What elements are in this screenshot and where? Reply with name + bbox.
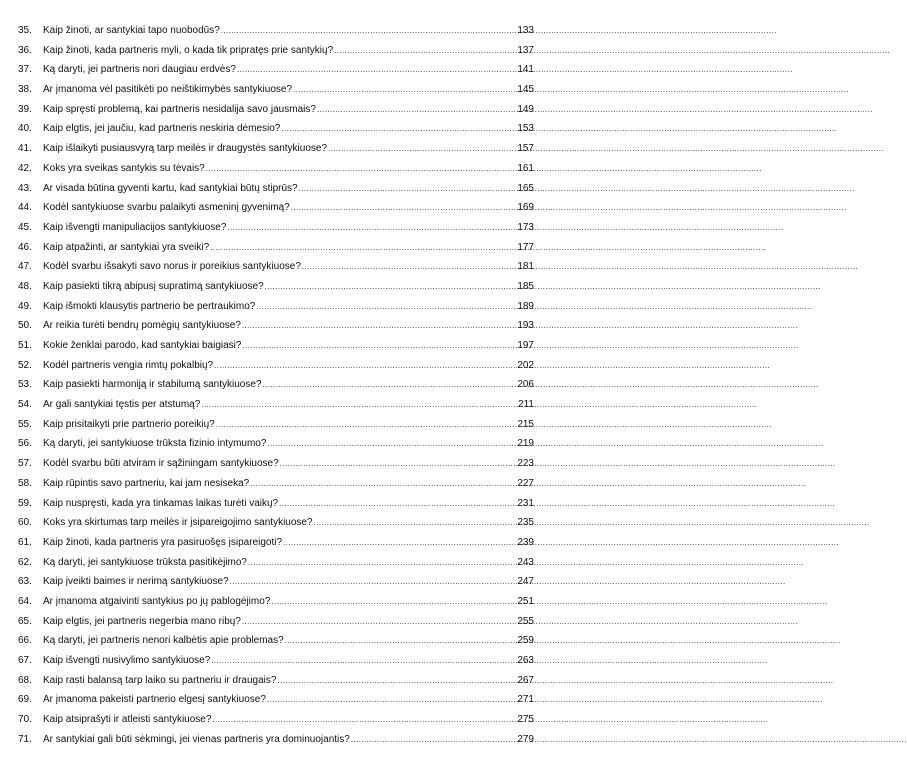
toc-entry-title: Ar gali santykiai tęstis per atstumą? — [43, 399, 201, 411]
toc-entry-title: Kaip išmokti klausytis partnerio be pertraukimo? — [43, 300, 256, 312]
toc-entry-number: 46. — [18, 241, 32, 253]
dot-leader — [351, 734, 513, 746]
toc-entry-page-number: 219 — [517, 438, 534, 450]
toc-entry[interactable] — [18, 104, 534, 124]
toc-entry-title: Kaip išvengti manipuliacijos santykiuose? — [43, 221, 227, 233]
toc-entry[interactable] — [18, 123, 534, 143]
toc-entry-page-number: 247 — [517, 576, 534, 588]
toc-entry-number: 67. — [18, 655, 32, 666]
toc-entry-number: 38. — [18, 84, 32, 96]
toc-entry[interactable] — [18, 222, 534, 242]
toc-entry-page-number: 235 — [517, 517, 534, 529]
toc-entry-title: Ar visada būtina gyventi kartu, kad santykiai būtų stiprūs? — [43, 182, 298, 194]
toc-entry-title: Ką daryti, jei santykiuose trūksta pasitikėjimo? — [43, 556, 247, 568]
toc-entry[interactable] — [18, 458, 534, 478]
toc-entry-number: 49. — [18, 300, 32, 312]
toc-entry-number: 40. — [18, 123, 32, 135]
toc-entry-page-number: 133 — [517, 25, 534, 36]
toc-entry-number: 43. — [18, 182, 32, 194]
toc-entry-number: 52. — [18, 359, 32, 371]
toc-entry[interactable] — [18, 360, 534, 380]
dot-leader — [277, 675, 513, 687]
toc-entry-title: Kaip žinoti, ar santykiai tapo nuobodūs? — [43, 25, 220, 36]
toc-entry[interactable] — [18, 498, 534, 518]
toc-entry-page-number: 279 — [517, 733, 534, 745]
dot-leader — [221, 25, 513, 37]
toc-entry[interactable] — [18, 438, 534, 458]
toc-entry-page-number: 197 — [517, 340, 534, 351]
toc-entry-page-number: 145 — [517, 84, 534, 96]
toc-entry[interactable] — [18, 143, 534, 163]
toc-entry-number: 42. — [18, 162, 32, 174]
toc-entry[interactable] — [18, 655, 534, 675]
toc-entry-page-number: 169 — [517, 202, 534, 214]
dot-leader — [267, 694, 513, 706]
dot-leader — [299, 183, 513, 195]
dot-leader — [201, 399, 513, 411]
toc-entry-title: Ar įmanoma atgaivinti santykius po jų pablogėjimo? — [43, 595, 271, 607]
toc-entry-title: Ką daryti, jei partneris nenori kalbėtis apie problemas? — [43, 635, 284, 647]
toc-entry-page-number: 165 — [517, 182, 534, 194]
toc-entry-number: 36. — [18, 44, 32, 56]
toc-entry-number: 70. — [18, 714, 32, 726]
dot-leader — [211, 655, 513, 667]
toc-entry-title: Kaip elgtis, jei partneris negerbia mano ribų? — [43, 615, 241, 627]
toc-entry[interactable] — [18, 576, 534, 596]
dot-leader — [302, 261, 513, 273]
toc-entry-page-number: 267 — [517, 674, 534, 686]
toc-entry-number: 62. — [18, 556, 32, 568]
toc-entry[interactable] — [18, 419, 534, 439]
toc-entry-number: 48. — [18, 280, 32, 292]
toc-entry-number: 47. — [18, 261, 32, 273]
toc-entry-title: Ar įmanoma vėl pasitikėti po neištikimybės santykiuose? — [43, 84, 292, 96]
toc-entry-title: Kaip įveikti baimes ir nerimą santykiuose? — [43, 576, 229, 588]
toc-entry-title: Kodėl santykiuose svarbu palaikyti asmeninį gyvenimą? — [43, 202, 290, 214]
toc-entry-title: Kodėl svarbu būti atviram ir sąžiningam santykiuose? — [43, 458, 279, 470]
toc-entry-title: Kokie ženklai parodo, kad santykiai baigiasi? — [43, 340, 242, 351]
toc-entry[interactable] — [18, 379, 534, 399]
dot-leader — [256, 301, 513, 313]
toc-entry-page-number: 223 — [517, 458, 534, 470]
toc-entry-title: Kaip išlaikyti pusiausvyrą tarp meilės ir draugystės santykiuose? — [43, 143, 328, 155]
toc-entry-title: Ar reikia turėti bendrų pomėgių santykiuose? — [43, 320, 241, 332]
table-of-contents — [18, 25, 534, 753]
dot-leader — [334, 45, 513, 57]
toc-entry-title: Kaip rasti balansą tarp laiko su partneriu ir draugais? — [43, 674, 277, 686]
toc-entry-page-number: 189 — [517, 300, 534, 312]
toc-entry-title: Kaip nuspręsti, kada yra tinkamas laikas turėti vaikų? — [43, 497, 279, 509]
toc-entry-page-number: 215 — [517, 418, 534, 430]
toc-entry-number: 66. — [18, 635, 32, 647]
toc-entry[interactable] — [18, 714, 534, 734]
toc-entry-number: 56. — [18, 438, 32, 450]
dot-leader — [210, 242, 513, 254]
toc-entry-page-number: 161 — [517, 162, 534, 174]
dot-leader — [267, 438, 513, 450]
toc-entry-page-number: 243 — [517, 556, 534, 568]
dot-leader — [285, 635, 513, 647]
toc-entry-page-number: 227 — [517, 477, 534, 489]
toc-entry-number: 57. — [18, 458, 32, 470]
toc-entry[interactable] — [18, 261, 534, 281]
toc-entry-title: Kaip žinoti, kada partneris yra pasiruošęs įsipareigoti? — [43, 536, 283, 548]
toc-entry-title: Kaip atsiprašyti ir atleisti santykiuose? — [43, 714, 212, 726]
toc-entry-page-number: 185 — [517, 280, 534, 292]
toc-entry[interactable] — [18, 281, 534, 301]
toc-entry-title: Kaip pasiekti tikrą abipusį supratimą santykiuose? — [43, 280, 264, 292]
toc-entry-page-number: 231 — [517, 497, 534, 509]
toc-entry[interactable] — [18, 675, 534, 695]
dot-leader — [279, 498, 513, 510]
toc-entry-title: Koks yra sveikas santykis su tėvais? — [43, 162, 205, 174]
toc-entry-number: 64. — [18, 595, 32, 607]
toc-entry-number: 71. — [18, 733, 32, 745]
dot-leader — [242, 320, 513, 332]
toc-entry[interactable] — [18, 25, 534, 45]
toc-entry-page-number: 177 — [517, 241, 534, 253]
toc-entry-number: 65. — [18, 615, 32, 627]
dot-leader — [214, 360, 513, 372]
toc-entry-number: 41. — [18, 143, 32, 155]
toc-entry[interactable] — [18, 183, 534, 203]
toc-entry-title: Kodėl svarbu išsakyti savo norus ir poreikius santykiuose? — [43, 261, 301, 273]
dot-leader — [212, 714, 513, 726]
toc-entry-title: Kaip žinoti, kada partneris myli, o kada tik pripratęs prie santykių? — [43, 44, 334, 56]
dot-leader — [230, 576, 513, 588]
toc-entry-page-number: 141 — [517, 64, 534, 76]
dot-leader — [250, 478, 513, 490]
toc-entry-page-number: 263 — [517, 655, 534, 666]
toc-entry-title: Ką daryti, jei santykiuose trūksta fizinio intymumo? — [43, 438, 267, 450]
toc-entry-title: Ką daryti, jei partneris nori daugiau erdvės? — [43, 64, 236, 76]
toc-entry-number: 68. — [18, 674, 32, 686]
dot-leader — [206, 163, 513, 175]
toc-entry-page-number: 271 — [517, 694, 534, 706]
toc-entry-title: Kaip išvengti nusivylimo santykiuose? — [43, 655, 211, 666]
toc-entry-page-number: 149 — [517, 103, 534, 115]
dot-leader — [265, 281, 513, 293]
toc-entry-number: 54. — [18, 399, 32, 411]
toc-entry-page-number: 173 — [517, 221, 534, 233]
toc-entry-page-number: 181 — [517, 261, 534, 273]
toc-entry-page-number: 157 — [517, 143, 534, 155]
toc-entry-page-number: 239 — [517, 536, 534, 548]
toc-entry[interactable] — [18, 45, 534, 65]
toc-entry-title: Kaip rūpintis savo partneriu, kai jam nesiseka? — [43, 477, 250, 489]
dot-leader — [262, 379, 513, 391]
toc-entry-page-number: 255 — [517, 615, 534, 627]
toc-entry[interactable] — [18, 242, 534, 262]
dot-leader — [271, 596, 513, 608]
toc-entry[interactable] — [18, 320, 534, 340]
toc-entry[interactable] — [18, 301, 534, 321]
toc-entry[interactable] — [18, 616, 534, 636]
toc-entry[interactable] — [18, 64, 534, 84]
dot-leader — [283, 537, 513, 549]
toc-entry-number: 35. — [18, 25, 32, 36]
toc-entry[interactable] — [18, 163, 534, 183]
toc-entry[interactable] — [18, 557, 534, 577]
dot-leader — [317, 104, 513, 116]
toc-entry-page-number: 259 — [517, 635, 534, 647]
toc-entry-title: Kodėl partneris vengia rimtų pokalbių? — [43, 359, 214, 371]
toc-entry-title: Kaip elgtis, jei jaučiu, kad partneris neskiria dėmesio? — [43, 123, 281, 135]
toc-entry-number: 63. — [18, 576, 32, 588]
dot-leader — [227, 222, 513, 234]
toc-entry-title: Ar santykiai gali būti sėkmingi, jei vienas partneris yra dominuojantis? — [43, 733, 350, 745]
dot-leader — [291, 202, 513, 214]
toc-entry[interactable] — [18, 84, 534, 104]
toc-entry[interactable] — [18, 517, 534, 537]
toc-entry-title: Kaip pasiekti harmoniją ir stabilumą santykiuose? — [43, 379, 262, 391]
toc-entry[interactable] — [18, 340, 534, 360]
toc-entry-page-number: 275 — [517, 714, 534, 726]
toc-entry[interactable] — [18, 399, 534, 419]
toc-entry-number: 55. — [18, 418, 32, 430]
toc-entry-title: Ar įmanoma pakeisti partnerio elgesį santykiuose? — [43, 694, 266, 706]
toc-entry-number: 61. — [18, 536, 32, 548]
dot-leader — [314, 517, 513, 529]
toc-entry-title: Kaip spręsti problemą, kai partneris nesidalija savo jausmais? — [43, 103, 316, 115]
toc-entry-page-number: 202 — [517, 359, 534, 371]
toc-entry-number: 39. — [18, 103, 32, 115]
dot-leader — [248, 557, 513, 569]
toc-entry-page-number: 251 — [517, 595, 534, 607]
toc-entry-number: 44. — [18, 202, 32, 214]
toc-entry-title: Koks yra skirtumas tarp meilės ir įsipareigojimo santykiuose? — [43, 517, 313, 529]
dot-leader — [242, 340, 513, 352]
dot-leader — [237, 64, 513, 76]
toc-entry-title: Kaip prisitaikyti prie partnerio poreikių? — [43, 418, 215, 430]
toc-entry-number: 37. — [18, 64, 32, 76]
toc-entry-page-number: 137 — [517, 44, 534, 56]
dot-leader — [293, 84, 513, 96]
toc-entry-page-number: 206 — [517, 379, 534, 391]
toc-entry-page-number: 153 — [517, 123, 534, 135]
toc-entry[interactable] — [18, 202, 534, 222]
dot-leader — [242, 616, 513, 628]
toc-entry-number: 53. — [18, 379, 32, 391]
dot-leader — [281, 123, 513, 135]
toc-entry-page-number: 211 — [518, 399, 534, 411]
toc-entry[interactable] — [18, 478, 534, 498]
toc-entry[interactable] — [18, 635, 534, 655]
toc-entry-number: 45. — [18, 221, 32, 233]
toc-entry-title: Kaip atpažinti, ar santykiai yra sveiki? — [43, 241, 210, 253]
dot-leader — [328, 143, 513, 155]
toc-entry[interactable] — [18, 694, 534, 714]
toc-entry-number: 59. — [18, 497, 32, 509]
dot-leader — [216, 419, 513, 431]
toc-entry-page-number: 193 — [517, 320, 534, 332]
toc-entry-number: 60. — [18, 517, 32, 529]
toc-entry[interactable] — [18, 596, 534, 616]
toc-entry-number: 50. — [18, 320, 32, 332]
dot-leader — [280, 458, 513, 470]
toc-entry-number: 51. — [18, 340, 32, 351]
toc-entry-number: 69. — [18, 694, 32, 706]
toc-entry[interactable] — [18, 537, 534, 557]
toc-entry-number: 58. — [18, 477, 32, 489]
toc-entry[interactable] — [18, 734, 534, 754]
